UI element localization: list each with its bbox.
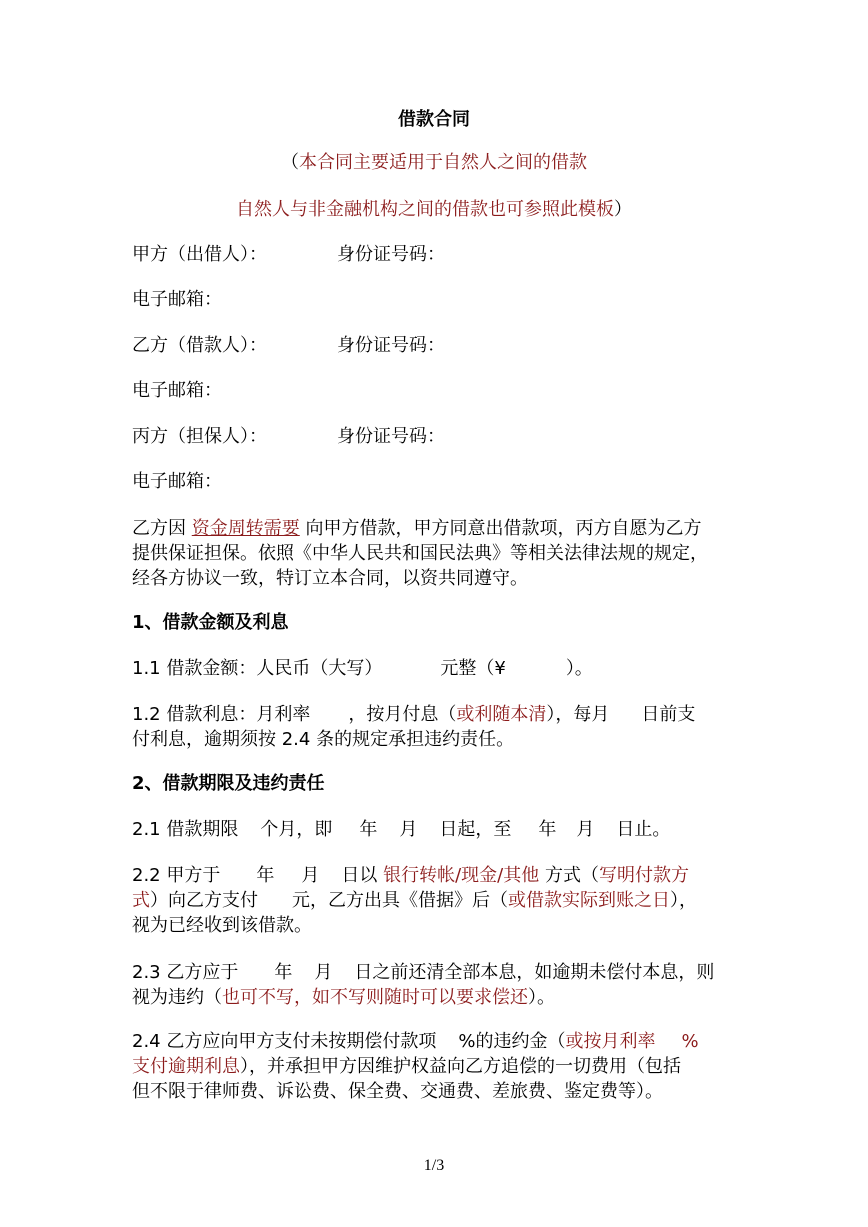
intro-paragraph: 乙方因 资金周转需要 向甲方借款，甲方同意出借款项，丙方自愿为乙方 提供保证担保。依照《中华人民共和国民法典》等相关法律法规的规定， 经各方协议一致，特订立本合同，以资共同遵守。 <box>132 518 708 589</box>
clause-1-1: 1.1 借款金额：人民币（大写） 元整（¥ ）。 <box>132 658 593 679</box>
clause-2-2-date: 或借款实际到账之日 <box>508 890 670 911</box>
party-c-line <box>132 423 445 451</box>
party-a-label: 甲方（出借人）： <box>132 244 267 265</box>
clause-2-2: 2.2 甲方于 年 月 日以 银行转帐/现金/其他 方式（写明付款方 式）向乙方支付 元，乙方出具《借据》后（或借款实际到账之日）， 视为已经收到该借款。 <box>132 865 697 936</box>
subtitle-open-paren: （ <box>281 152 299 173</box>
party-b-id-label: 身份证号码： <box>337 335 445 356</box>
loan-purpose: 资金周转需要 <box>191 518 300 539</box>
clause-2-3-red: 也可不写，如不写则随时可以要求偿还 <box>222 987 528 1008</box>
clause-2-1: 2.1 借款期限 个月，即 年 月 日起，至 年 月 日止。 <box>132 819 671 840</box>
document-title: 借款合同 <box>398 109 470 130</box>
party-a-email: 电子邮箱： <box>132 289 222 310</box>
clause-2-4: 2.4 乙方应向甲方支付未按期偿付款项 %的违约金（或按月利率 % 支付逾期利息），并承担甲方因维护权益向乙方追偿的一切费用（包括 但不限于律师费、诉讼费、保全费、交通费、差旅费、鉴定费等）。 <box>132 1031 699 1102</box>
clause-2-2-method: 银行转帐/现金/其他 <box>383 865 540 886</box>
clause-2-3: 2.3 乙方应于 年 月 日之前还清全部本息，如逾期未偿付本息，则 视为违约（也可不写，如不写则随时可以要求偿还）。 <box>132 962 715 1008</box>
section-2-heading: 2、借款期限及违约责任 <box>132 773 325 794</box>
party-b-label: 乙方（借款人）： <box>132 335 267 356</box>
party-c-email: 电子邮箱： <box>132 471 222 492</box>
party-b-email: 电子邮箱： <box>132 380 222 401</box>
section-1-heading: 1、借款金额及利息 <box>132 612 289 633</box>
party-a-id-label: 身份证号码： <box>337 244 445 265</box>
subtitle-line-1 <box>0 149 868 177</box>
clause-1-2-red: 或利随本清 <box>456 704 547 725</box>
party-b-line <box>132 332 445 360</box>
subtitle-close-paren: ） <box>614 199 632 220</box>
clause-1-2: 1.2 借款利息：月利率 ，按月付息（或利随本清），每月 日前支 付利息，逾期须按 2.4 条的规定承担违约责任。 <box>132 704 696 750</box>
subtitle-text-2: 自然人与非金融机构之间的借款也可参照此模板 <box>236 199 614 220</box>
party-a-line <box>132 241 445 269</box>
party-c-id-label: 身份证号码： <box>337 426 445 447</box>
subtitle-text-1: 本合同主要适用于自然人之间的借款 <box>299 152 587 173</box>
page-number: 1/3 <box>423 1157 445 1174</box>
party-c-label: 丙方（担保人）： <box>132 426 267 447</box>
subtitle-line-2 <box>0 196 868 224</box>
